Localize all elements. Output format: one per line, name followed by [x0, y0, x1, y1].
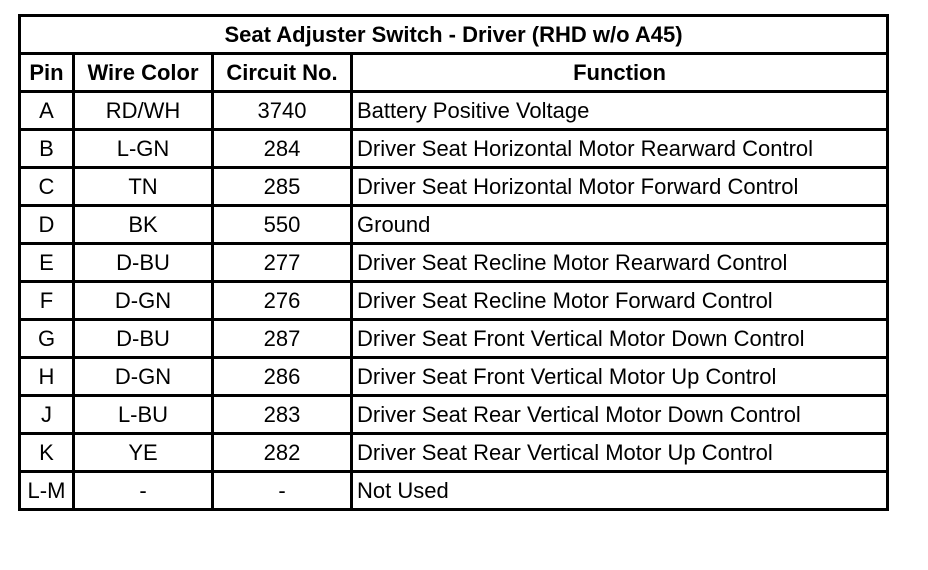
function-cell: Driver Seat Recline Motor Rearward Control — [352, 244, 888, 282]
table-row — [20, 130, 888, 168]
table-row — [20, 168, 888, 206]
table-row — [20, 92, 888, 130]
pin-cell: H — [20, 358, 74, 396]
table-row — [20, 282, 888, 320]
circuit-no-cell: 283 — [213, 396, 352, 434]
table-row — [20, 472, 888, 510]
wire-color-cell: D-GN — [74, 358, 213, 396]
wire-color-cell: - — [74, 472, 213, 510]
table-row — [20, 320, 888, 358]
column-header-pin: Pin — [20, 54, 74, 92]
circuit-no-cell: 287 — [213, 320, 352, 358]
connector-pinout-table — [18, 14, 889, 511]
column-header-function: Function — [352, 54, 888, 92]
table-row — [20, 206, 888, 244]
pin-cell: B — [20, 130, 74, 168]
circuit-no-cell: 3740 — [213, 92, 352, 130]
function-cell: Not Used — [352, 472, 888, 510]
circuit-no-cell: 277 — [213, 244, 352, 282]
function-cell: Driver Seat Horizontal Motor Forward Control — [352, 168, 888, 206]
function-cell: Driver Seat Front Vertical Motor Down Control — [352, 320, 888, 358]
function-cell: Driver Seat Recline Motor Forward Control — [352, 282, 888, 320]
table-row — [20, 244, 888, 282]
pin-cell: F — [20, 282, 74, 320]
circuit-no-cell: 276 — [213, 282, 352, 320]
pin-cell: E — [20, 244, 74, 282]
pin-cell: A — [20, 92, 74, 130]
table-row — [20, 358, 888, 396]
pin-cell: C — [20, 168, 74, 206]
circuit-no-cell: - — [213, 472, 352, 510]
function-cell: Driver Seat Rear Vertical Motor Up Control — [352, 434, 888, 472]
wire-color-cell: D-GN — [74, 282, 213, 320]
circuit-no-cell: 282 — [213, 434, 352, 472]
pin-cell: L-M — [20, 472, 74, 510]
wire-color-cell: L-GN — [74, 130, 213, 168]
circuit-no-cell: 284 — [213, 130, 352, 168]
table-title: Seat Adjuster Switch - Driver (RHD w/o A45) — [20, 16, 888, 54]
circuit-no-cell: 285 — [213, 168, 352, 206]
column-header-circuit-no: Circuit No. — [213, 54, 352, 92]
function-cell: Ground — [352, 206, 888, 244]
function-cell: Driver Seat Rear Vertical Motor Down Control — [352, 396, 888, 434]
header-row — [20, 54, 888, 92]
circuit-no-cell: 286 — [213, 358, 352, 396]
column-header-wire-color: Wire Color — [74, 54, 213, 92]
pin-cell: D — [20, 206, 74, 244]
function-cell: Battery Positive Voltage — [352, 92, 888, 130]
pin-cell: K — [20, 434, 74, 472]
circuit-no-cell: 550 — [213, 206, 352, 244]
wire-color-cell: RD/WH — [74, 92, 213, 130]
table-row — [20, 434, 888, 472]
function-cell: Driver Seat Front Vertical Motor Up Control — [352, 358, 888, 396]
wire-color-cell: TN — [74, 168, 213, 206]
wire-color-cell: L-BU — [74, 396, 213, 434]
function-cell: Driver Seat Horizontal Motor Rearward Control — [352, 130, 888, 168]
title-row — [20, 16, 888, 54]
pin-cell: G — [20, 320, 74, 358]
wire-color-cell: YE — [74, 434, 213, 472]
connector-pinout-sheet — [18, 14, 886, 511]
wire-color-cell: BK — [74, 206, 213, 244]
wire-color-cell: D-BU — [74, 244, 213, 282]
wire-color-cell: D-BU — [74, 320, 213, 358]
pin-cell: J — [20, 396, 74, 434]
table-row — [20, 396, 888, 434]
